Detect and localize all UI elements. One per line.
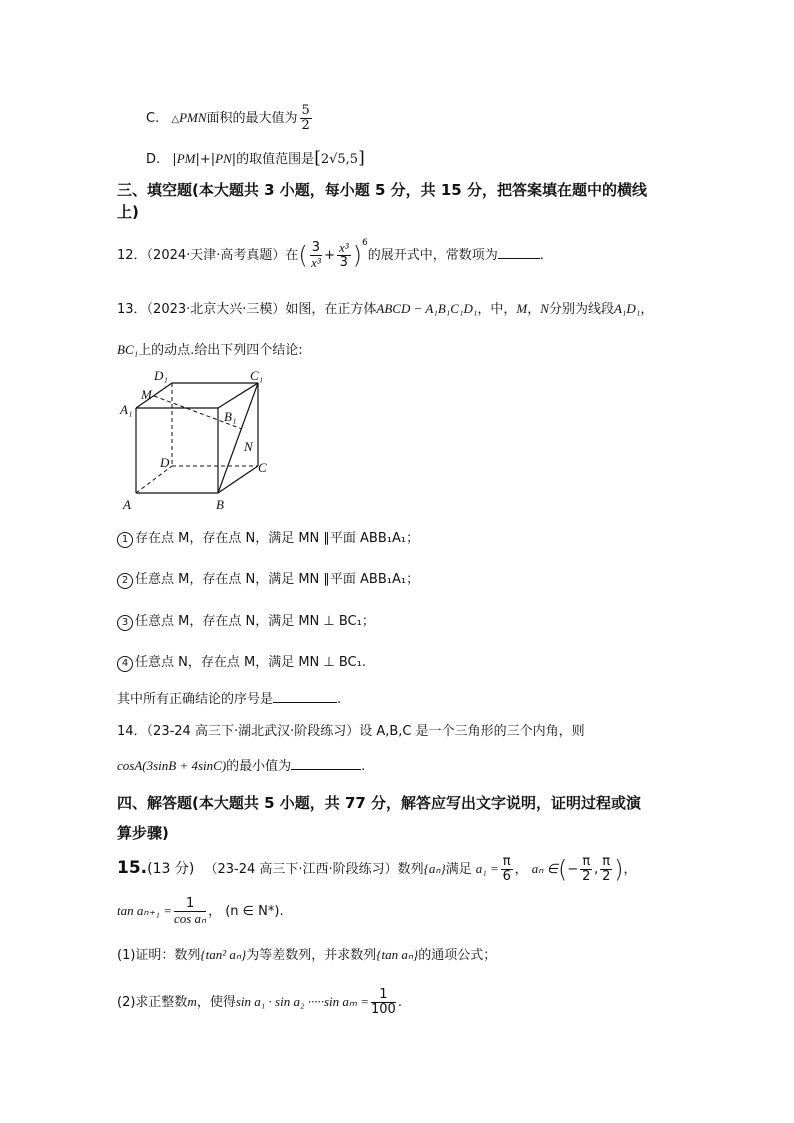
label-d: D: [160, 455, 170, 470]
fraction: $\frac{5}{2}$: [301, 103, 310, 133]
section-3-title-cont: 上): [117, 203, 139, 221]
label-c1: C₁: [250, 368, 264, 383]
question-source: （2023·北京大兴·三模）如图，在正方体: [146, 302, 377, 317]
question-15-part2: (2)求正整数m，使得sin a₁ · sin a₂ ·····sin aₘ = $\frac{1}{100}$ .: [117, 987, 402, 1017]
score: (13 分): [147, 861, 195, 877]
question-14-line1: 14．（23-24 高三下·湖北武汉·阶段练习）设 A,B,C 是一个三角形的三个内角，则: [117, 724, 585, 739]
section-4-title: 四、解答题(本大题共 5 小题，共 77 分，解答应写出文字说明，证明过程或演: [117, 794, 642, 812]
option-letter: C.: [146, 111, 160, 126]
label-m: M: [141, 387, 152, 402]
label-d1: D₁: [154, 368, 168, 383]
diagonal-bc1: [218, 383, 258, 493]
abs-pn: PN: [215, 151, 232, 166]
question-13-line1: 13．（2023·北京大兴·三模）如图，在正方体ABCD − A₁B₁C₁D₁，中，M，N分别为线段A₁D₁，: [117, 301, 654, 317]
exponent: 6: [362, 238, 368, 248]
label-a: A: [123, 497, 131, 512]
answer-blank[interactable]: [291, 768, 361, 770]
section-3-title: 三、填空题(本大题共 3 小题，每小题 5 分，共 15 分，把答案填在题中的横线: [117, 181, 647, 199]
abs-pm: PM: [176, 151, 196, 166]
statement-1: 1 存在点 M，存在点 N，满足 MN ∥平面 ABB₁A₁；: [117, 527, 419, 548]
option-text: 面积的最大值为: [206, 111, 298, 126]
cube-name: ABCD − A₁B₁C₁D₁: [376, 301, 478, 316]
expression: cosA(3sinB + 4sinC): [117, 758, 227, 773]
label-c: C: [258, 460, 267, 475]
triangle-symbol: △: [171, 114, 180, 125]
label-b: B: [216, 497, 224, 512]
answer-blank[interactable]: [273, 701, 337, 703]
statement-3: 3 任意点 M，存在点 N，满足 MN ⊥ BC₁；: [117, 610, 375, 631]
question-15-line2: tan aₙ₊₁ = $\frac{1}{\text{cos aₙ}}$ ， (n ∈ N*).: [117, 896, 284, 926]
edge-b-c: [218, 466, 258, 493]
question-15-line1: 15.(13 分) （23-24 高三下·江西·阶段练习）数列{aₙ}满足 a₁ = $\frac{\pi}{6}$ ， aₙ ∈(− $\frac{\pi}{2}$ , $\frac{\pi}{2}$ )，: [117, 854, 637, 884]
statement-4: 4 任意点 N，存在点 M，满足 MN ⊥ BC₁.: [117, 651, 366, 672]
label-b1: B₁: [224, 409, 237, 424]
hidden-edge-a-d: [136, 466, 172, 493]
edge-b1-c1: [218, 383, 258, 408]
question-14-line2: cosA(3sinB + 4sinC)的最小值为 .: [117, 758, 366, 774]
label-n: N: [244, 439, 253, 454]
option-letter: D.: [146, 152, 161, 167]
option-d: D. |PM|+|PN|的取值范围是[2√5,5]: [146, 148, 365, 168]
question-15-part1: (1)证明：数列{tan² aₙ}为等差数列，并求数列{tan aₙ}的通项公式；: [117, 947, 497, 963]
question-12: 12．（2024·天津·高考真题）在( $\frac{3}{\text{x³}}$ + $\frac{\text{x³}}{3}$ )$^6$的展开式中，常数项为 .: [117, 238, 544, 270]
question-13-line2: BC₁上的动点.给出下列四个结论:: [117, 342, 303, 358]
option-c: [146, 104, 314, 133]
triangle-name: PMN: [179, 110, 207, 125]
question-13-ask: 其中所有正确结论的序号是 .: [117, 692, 342, 707]
cube-figure: [118, 366, 278, 516]
answer-blank[interactable]: [498, 257, 540, 259]
statement-2: 2 任意点 M，存在点 N，满足 MN ∥平面 ABB₁A₁；: [117, 568, 419, 589]
option-text: 的取值范围是: [236, 152, 315, 167]
label-a1: A₁: [120, 402, 133, 417]
section-4-title-cont: 算步骤): [117, 824, 169, 842]
range-value: 2√5,5: [320, 152, 359, 167]
question-source: （2024·天津·高考真题）在: [146, 248, 299, 263]
